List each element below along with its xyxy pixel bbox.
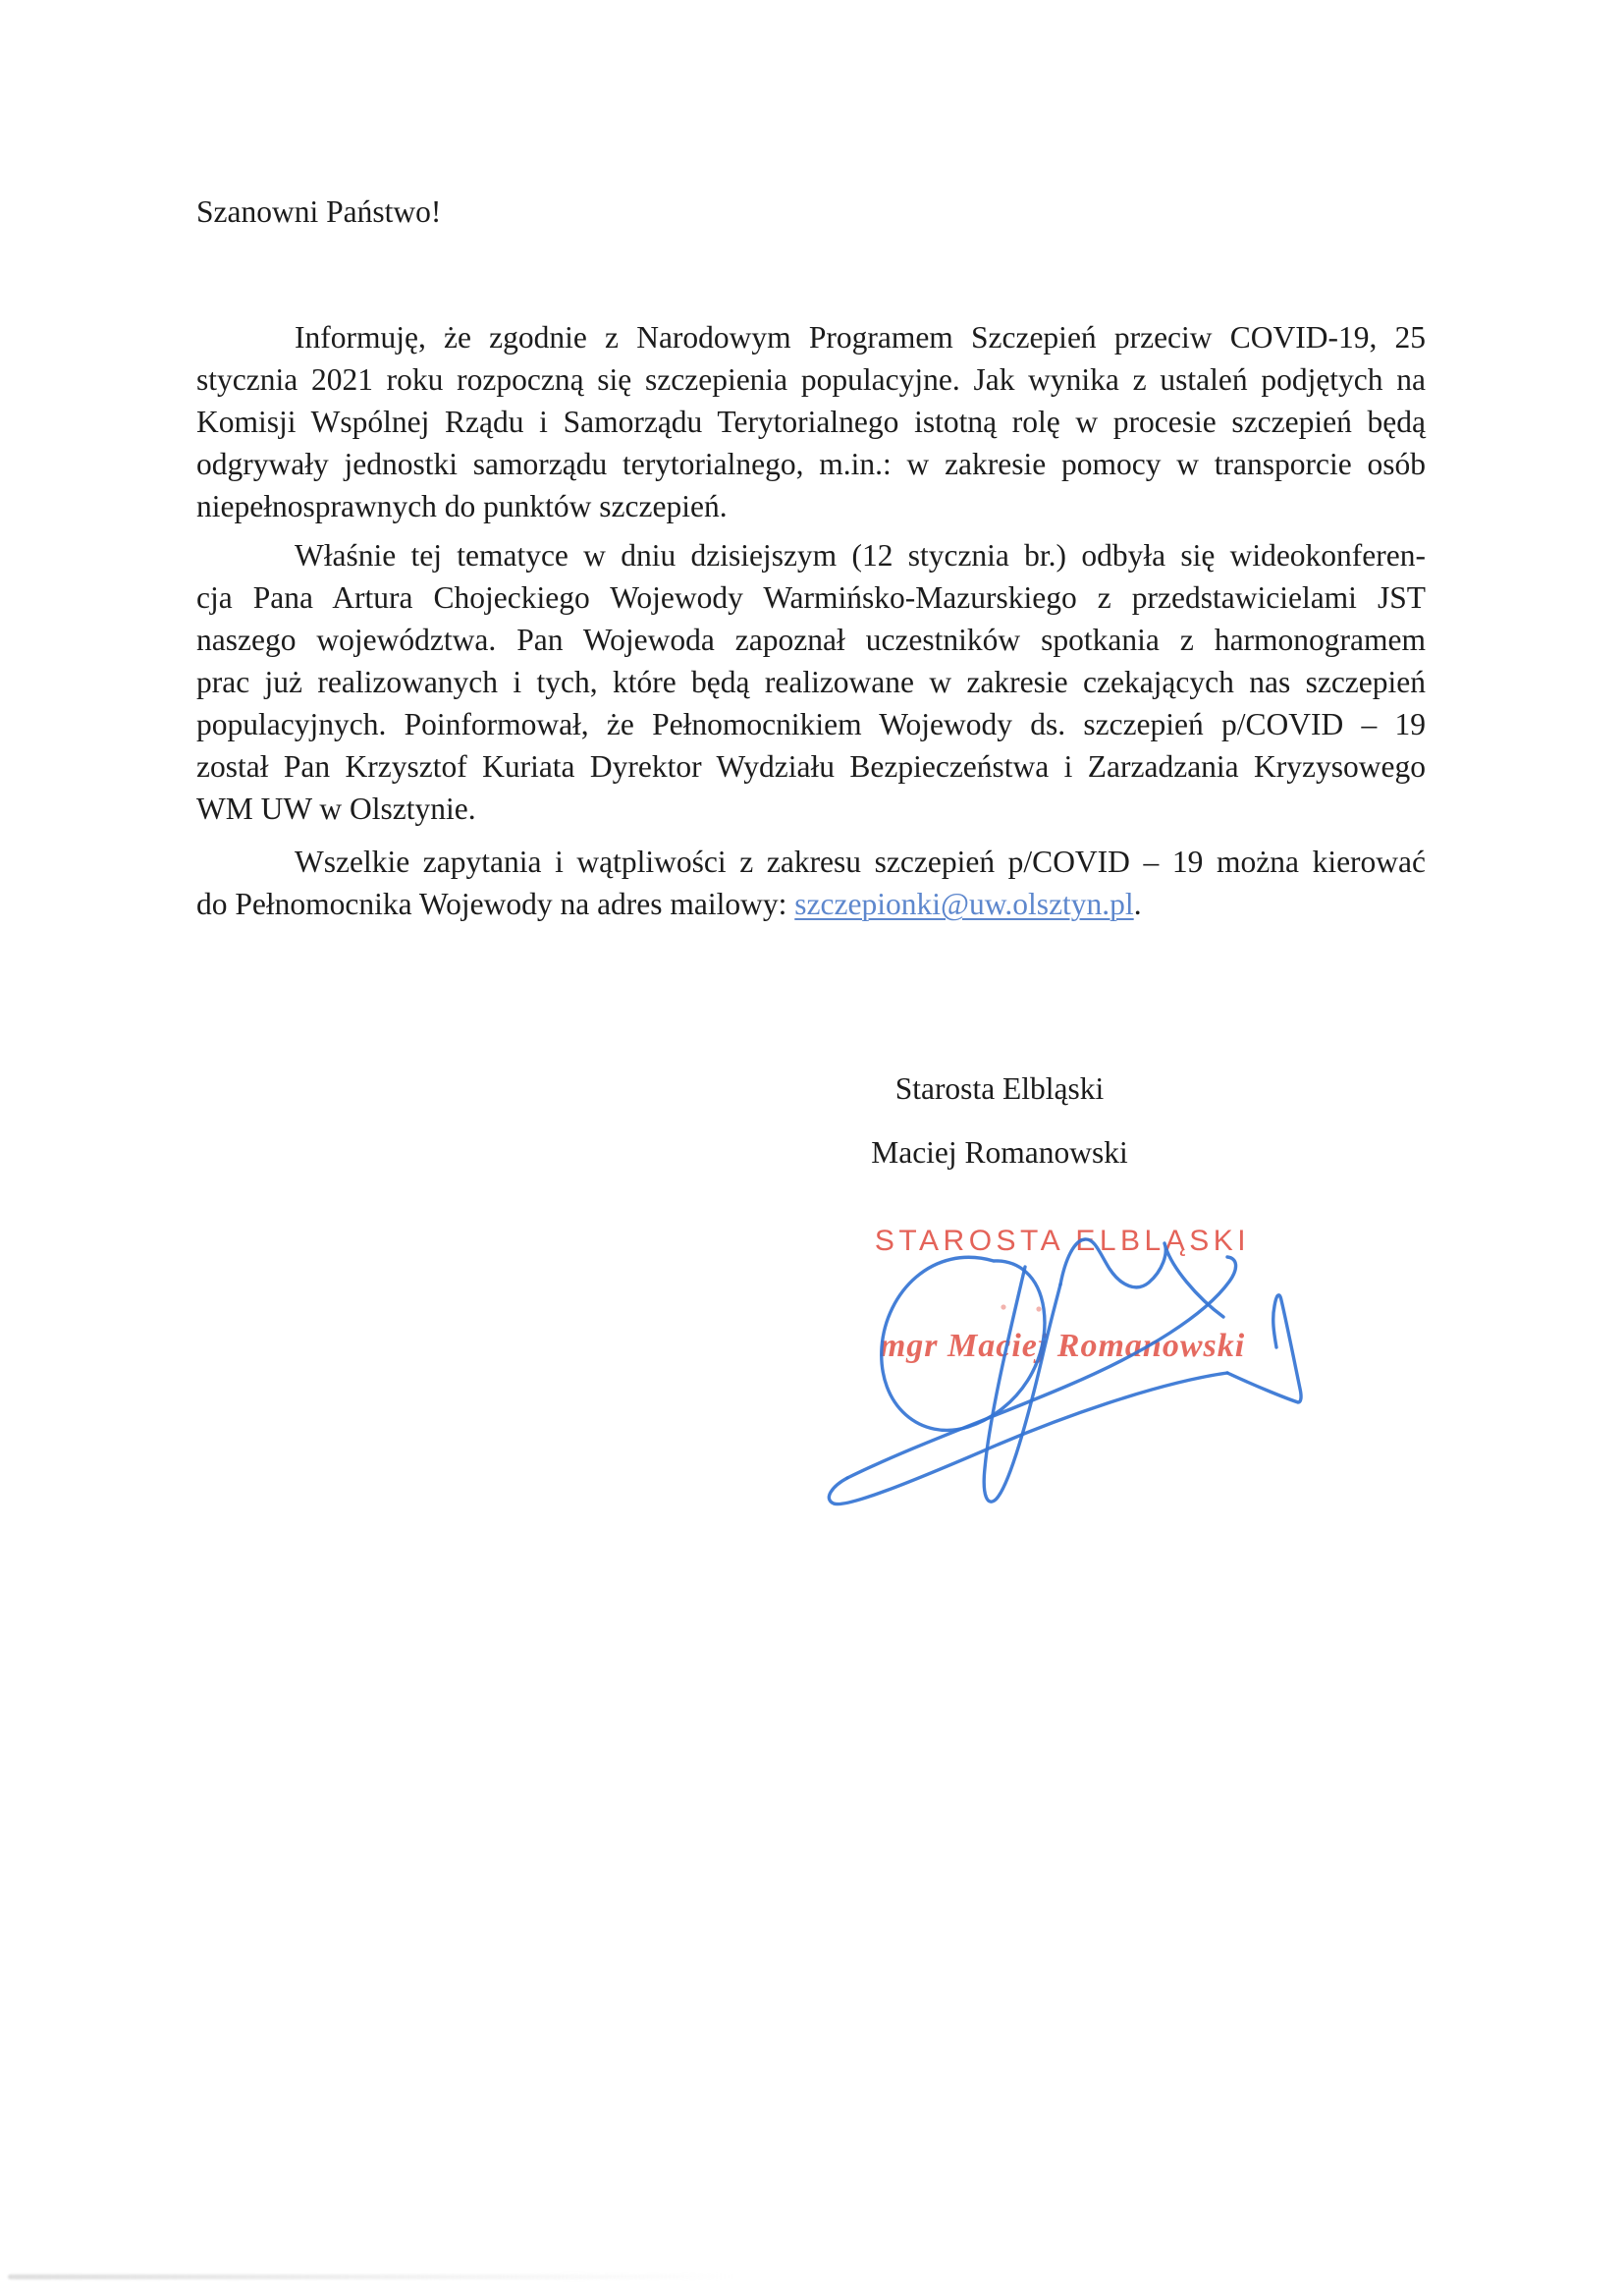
- text-line: Komisji Wspólnej Rządu i Samorządu Terytorialnego istotną rolę w procesie szczepień będą: [196, 405, 1426, 439]
- salutation: Szanowni Państwo!: [196, 194, 442, 229]
- stamp-name: mgr Maciej Romanowski: [879, 1328, 1246, 1364]
- text-line: prac już realizowanych i tych, które będą realizowane w zakresie czekających nas szczepień: [196, 665, 1426, 699]
- email-link[interactable]: szczepionki@uw.olsztyn.pl: [794, 887, 1134, 921]
- text-line: Informuję, że zgodnie z Narodowym Programem Szczepień przeciw COVID-19, 25: [295, 320, 1426, 355]
- email-line-prefix: do Pełnomocnika Wojewody na adres mailowy:: [196, 887, 795, 921]
- stamp-dot-artifact: [1001, 1304, 1005, 1309]
- paragraph-1: [196, 316, 1426, 527]
- scan-artifact: [8, 2274, 734, 2279]
- text-line: niepełnosprawnych do punktów szczepień.: [196, 489, 728, 523]
- text-line: Wszelkie zapytania i wątpliwości z zakresu szczepień p/COVID – 19 można kierować: [295, 845, 1426, 879]
- signer-title: Starosta Elbląski: [894, 1071, 1105, 1106]
- stamp-title: STAROSTA ELBLĄSKI: [874, 1225, 1251, 1257]
- signature-stroke: [829, 1373, 1227, 1504]
- text-line: Właśnie tej tematyce w dniu dzisiejszym (12 stycznia br.) odbyła się wideokonferen-: [295, 538, 1426, 573]
- signature-stroke: [847, 1257, 1236, 1478]
- stamp-dot-artifact: [1036, 1306, 1041, 1311]
- text-line: został Pan Krzysztof Kuriata Dyrektor Wydziału Bezpieczeństwa i Zarzadzania Kryzysowego: [196, 749, 1426, 784]
- text-line: naszego województwa. Pan Wojewoda zapoznał uczestników spotkania z harmonogramem: [196, 623, 1426, 657]
- paragraph-2: [196, 534, 1426, 830]
- text-line: populacyjnych. Poinformował, że Pełnomocnikiem Wojewody ds. szczepień p/COVID – 19: [196, 707, 1426, 741]
- email-line: [196, 883, 1426, 925]
- signature-stroke: [984, 1267, 1060, 1502]
- text-line: cja Pana Artura Chojeckiego Wojewody Warmińsko-Mazurskiego z przedstawicielami JST: [196, 580, 1426, 615]
- signer-name: Maciej Romanowski: [871, 1135, 1128, 1170]
- text-line: stycznia 2021 roku rozpoczną się szczepienia populacyjne. Jak wynika z ustaleń podjętych na: [196, 362, 1426, 397]
- paragraph-3: [196, 841, 1426, 925]
- email-line-suffix: .: [1133, 887, 1142, 921]
- text-line: WM UW w Olsztynie.: [196, 792, 476, 826]
- text-line: odgrywały jednostki samorządu terytorialnego, m.in.: w zakresie pomocy w transporcie osób: [196, 447, 1426, 481]
- handwritten-signature: [805, 1228, 1375, 1522]
